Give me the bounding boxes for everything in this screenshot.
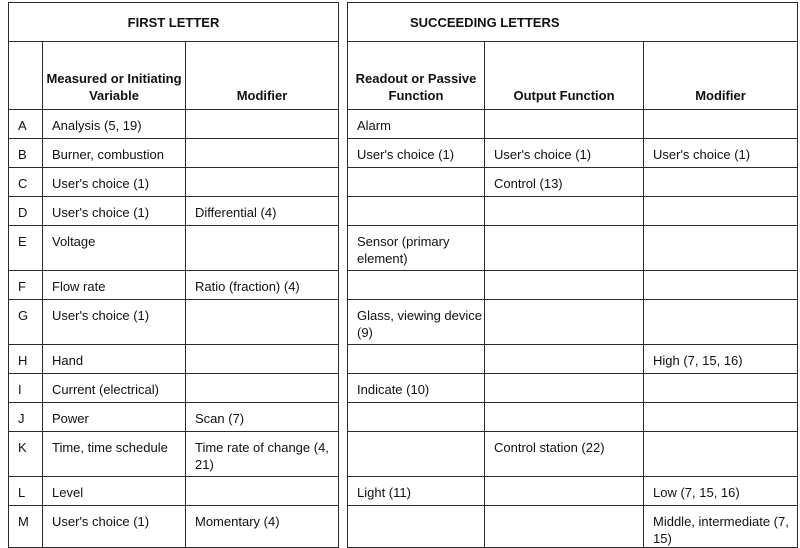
- measured-variable-header: Measured or Initiating Variable: [43, 42, 186, 110]
- succeeding-modifier-cell: [644, 300, 798, 345]
- modifier-cell: Differential (4): [186, 197, 339, 226]
- table-row: [9, 506, 798, 548]
- variable-cell: Time, time schedule: [43, 432, 186, 477]
- column-gap: [339, 432, 348, 477]
- modifier-cell: Momentary (4): [186, 506, 339, 548]
- readout-cell: [348, 432, 485, 477]
- variable-cell: User's choice (1): [43, 168, 186, 197]
- variable-cell: Power: [43, 403, 186, 432]
- output-cell: Control (13): [485, 168, 644, 197]
- modifier-cell: [186, 345, 339, 374]
- letter-cell: E: [9, 226, 43, 271]
- letter-cell: G: [9, 300, 43, 345]
- succeeding-modifier-cell: [644, 403, 798, 432]
- succeeding-modifier-header: Modifier: [644, 42, 798, 110]
- table-row: [9, 168, 798, 197]
- readout-cell: Light (11): [348, 477, 485, 506]
- succeeding-modifier-cell: [644, 110, 798, 139]
- column-gap: [339, 300, 348, 345]
- column-gap: [339, 345, 348, 374]
- column-gap: [339, 139, 348, 168]
- succeeding-modifier-cell: [644, 432, 798, 477]
- letter-cell: A: [9, 110, 43, 139]
- letter-cell: F: [9, 271, 43, 300]
- column-gap: [339, 197, 348, 226]
- variable-cell: Burner, combustion: [43, 139, 186, 168]
- instrument-letter-table: [8, 2, 798, 548]
- table-row: [9, 226, 798, 271]
- table-row: [9, 271, 798, 300]
- column-gap: [339, 506, 348, 548]
- variable-cell: Analysis (5, 19): [43, 110, 186, 139]
- column-gap: [339, 403, 348, 432]
- modifier-cell: [186, 300, 339, 345]
- output-function-header: Output Function: [485, 42, 644, 110]
- letter-cell: M: [9, 506, 43, 548]
- output-cell: [485, 300, 644, 345]
- first-modifier-header: Modifier: [186, 42, 339, 110]
- readout-function-header: Readout or Passive Function: [348, 42, 485, 110]
- variable-cell: Current (electrical): [43, 374, 186, 403]
- modifier-cell: [186, 110, 339, 139]
- modifier-cell: [186, 139, 339, 168]
- table-row: [9, 197, 798, 226]
- table-row: [9, 403, 798, 432]
- letter-cell: K: [9, 432, 43, 477]
- modifier-cell: Scan (7): [186, 403, 339, 432]
- output-cell: [485, 506, 644, 548]
- succeeding-modifier-cell: [644, 197, 798, 226]
- succeeding-modifier-cell: High (7, 15, 16): [644, 345, 798, 374]
- output-cell: [485, 226, 644, 271]
- succeeding-modifier-cell: [644, 168, 798, 197]
- readout-cell: Glass, viewing device (9): [348, 300, 485, 345]
- readout-cell: [348, 403, 485, 432]
- readout-cell: User's choice (1): [348, 139, 485, 168]
- variable-cell: Voltage: [43, 226, 186, 271]
- readout-cell: [348, 168, 485, 197]
- column-gap: [339, 168, 348, 197]
- table-row: [9, 374, 798, 403]
- variable-cell: Hand: [43, 345, 186, 374]
- letter-cell: B: [9, 139, 43, 168]
- modifier-cell: [186, 374, 339, 403]
- group-header-row: [9, 3, 798, 42]
- output-cell: [485, 477, 644, 506]
- letter-cell: C: [9, 168, 43, 197]
- column-header-row: [9, 42, 798, 110]
- letter-cell: L: [9, 477, 43, 506]
- readout-cell: [348, 271, 485, 300]
- output-cell: User's choice (1): [485, 139, 644, 168]
- first-letter-header: FIRST LETTER: [9, 3, 339, 42]
- variable-cell: User's choice (1): [43, 300, 186, 345]
- modifier-cell: Ratio (fraction) (4): [186, 271, 339, 300]
- table-row: [9, 300, 798, 345]
- readout-cell: Sensor (primary element): [348, 226, 485, 271]
- letter-cell: D: [9, 197, 43, 226]
- variable-cell: Level: [43, 477, 186, 506]
- readout-cell: [348, 506, 485, 548]
- output-cell: [485, 110, 644, 139]
- variable-cell: User's choice (1): [43, 197, 186, 226]
- table-row: [9, 345, 798, 374]
- readout-cell: [348, 197, 485, 226]
- succeeding-modifier-cell: [644, 374, 798, 403]
- table-row: [9, 139, 798, 168]
- column-gap: [339, 3, 348, 42]
- succeeding-letters-header: SUCCEEDING LETTERS: [348, 3, 798, 42]
- column-gap: [339, 477, 348, 506]
- table-row: [9, 110, 798, 139]
- succeeding-modifier-cell: [644, 271, 798, 300]
- output-cell: [485, 374, 644, 403]
- output-cell: [485, 271, 644, 300]
- modifier-cell: Time rate of change (4, 21): [186, 432, 339, 477]
- readout-cell: Alarm: [348, 110, 485, 139]
- column-gap: [339, 271, 348, 300]
- table-row: [9, 432, 798, 477]
- output-cell: [485, 403, 644, 432]
- modifier-cell: [186, 226, 339, 271]
- succeeding-modifier-cell: [644, 226, 798, 271]
- column-gap: [339, 226, 348, 271]
- column-gap: [339, 42, 348, 110]
- output-cell: [485, 197, 644, 226]
- letter-column-header: [9, 42, 43, 110]
- succeeding-modifier-cell: Middle, intermediate (7, 15): [644, 506, 798, 548]
- column-gap: [339, 374, 348, 403]
- letter-cell: I: [9, 374, 43, 403]
- letter-cell: J: [9, 403, 43, 432]
- output-cell: Control station (22): [485, 432, 644, 477]
- succeeding-modifier-cell: User's choice (1): [644, 139, 798, 168]
- modifier-cell: [186, 477, 339, 506]
- modifier-cell: [186, 168, 339, 197]
- table-row: [9, 477, 798, 506]
- column-gap: [339, 110, 348, 139]
- succeeding-modifier-cell: Low (7, 15, 16): [644, 477, 798, 506]
- readout-cell: Indicate (10): [348, 374, 485, 403]
- letter-cell: H: [9, 345, 43, 374]
- readout-cell: [348, 345, 485, 374]
- variable-cell: User's choice (1): [43, 506, 186, 548]
- variable-cell: Flow rate: [43, 271, 186, 300]
- output-cell: [485, 345, 644, 374]
